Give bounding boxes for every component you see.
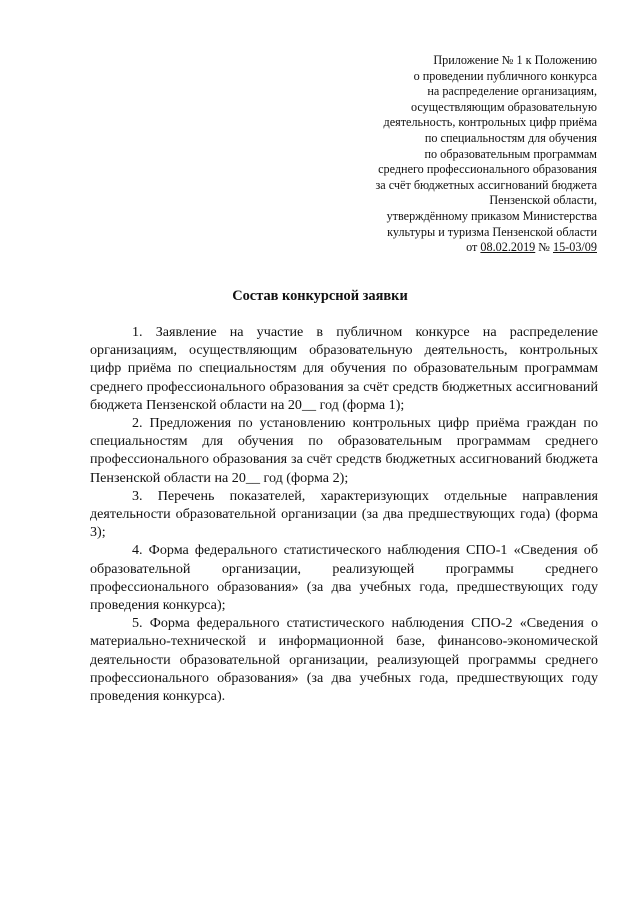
appendix-line: за счёт бюджетных ассигнований бюджета <box>375 177 597 192</box>
list-item: 1. Заявление на участие в публичном конкурсе на распределение организациям, осуществляющим образовательную деятельность, контрольных цифр приёма по специальностям для обучения по образовательным программам среднего профессионального образования за счёт средств бюджетных ассигнований бюджета Пензенской области на 20__ год (форма 1); <box>90 324 598 413</box>
appendix-line: по образовательным программам <box>424 146 597 161</box>
order-number-prefix: № <box>535 240 553 255</box>
document-title: Состав конкурсной заявки <box>232 288 408 304</box>
appendix-line: о проведении публичного конкурса <box>413 68 597 83</box>
appendix-order-line <box>297 240 597 256</box>
appendix-line: Пензенской области, <box>489 193 597 208</box>
list-item: 4. Форма федерального статистического наблюдения СПО-1 «Сведения об образовательной организации, реализующей программы среднего профессионального образования» (за два учебных года, предшествующих году проведения конкурса); <box>90 542 598 614</box>
document-body <box>90 323 598 705</box>
order-number: 15-03/09 <box>552 240 597 255</box>
order-date-prefix: от <box>466 240 481 255</box>
appendix-line: на распределение организациям, <box>427 84 597 99</box>
list-item: 2. Предложения по установлению контрольных цифр приёма граждан по специальностям для обучения по образовательным программам среднего профессионального образования за счёт средств бюджетных ассигнований бюджета Пензенской области на 20__ год (форма 2); <box>90 415 598 486</box>
list-item: 5. Форма федерального статистического наблюдения СПО-2 «Сведения о материально-технической и информационной базе, финансово-экономической деятельности образовательной организации, реализующей программы среднего профессионального образования» (за два учебных года, предшествующих году проведения конкурса). <box>90 615 598 705</box>
appendix-note <box>297 53 597 256</box>
order-date: 08.02.2019 <box>480 240 536 255</box>
appendix-line: утверждённому приказом Министерства <box>386 208 597 223</box>
appendix-line: по специальностям для обучения <box>424 130 597 145</box>
appendix-line: среднего профессионального образования <box>378 162 597 177</box>
appendix-line: культуры и туризма Пензенской области <box>387 224 597 239</box>
list-item: 3. Перечень показателей, характеризующих отдельные направления деятельности образовательной организации (за два предшествующих года) (форма 3); <box>90 487 598 541</box>
appendix-line: осуществляющим образовательную <box>410 99 597 114</box>
appendix-line: деятельность, контрольных цифр приёма <box>383 115 597 130</box>
appendix-line: Приложение № 1 к Положению <box>433 53 597 67</box>
